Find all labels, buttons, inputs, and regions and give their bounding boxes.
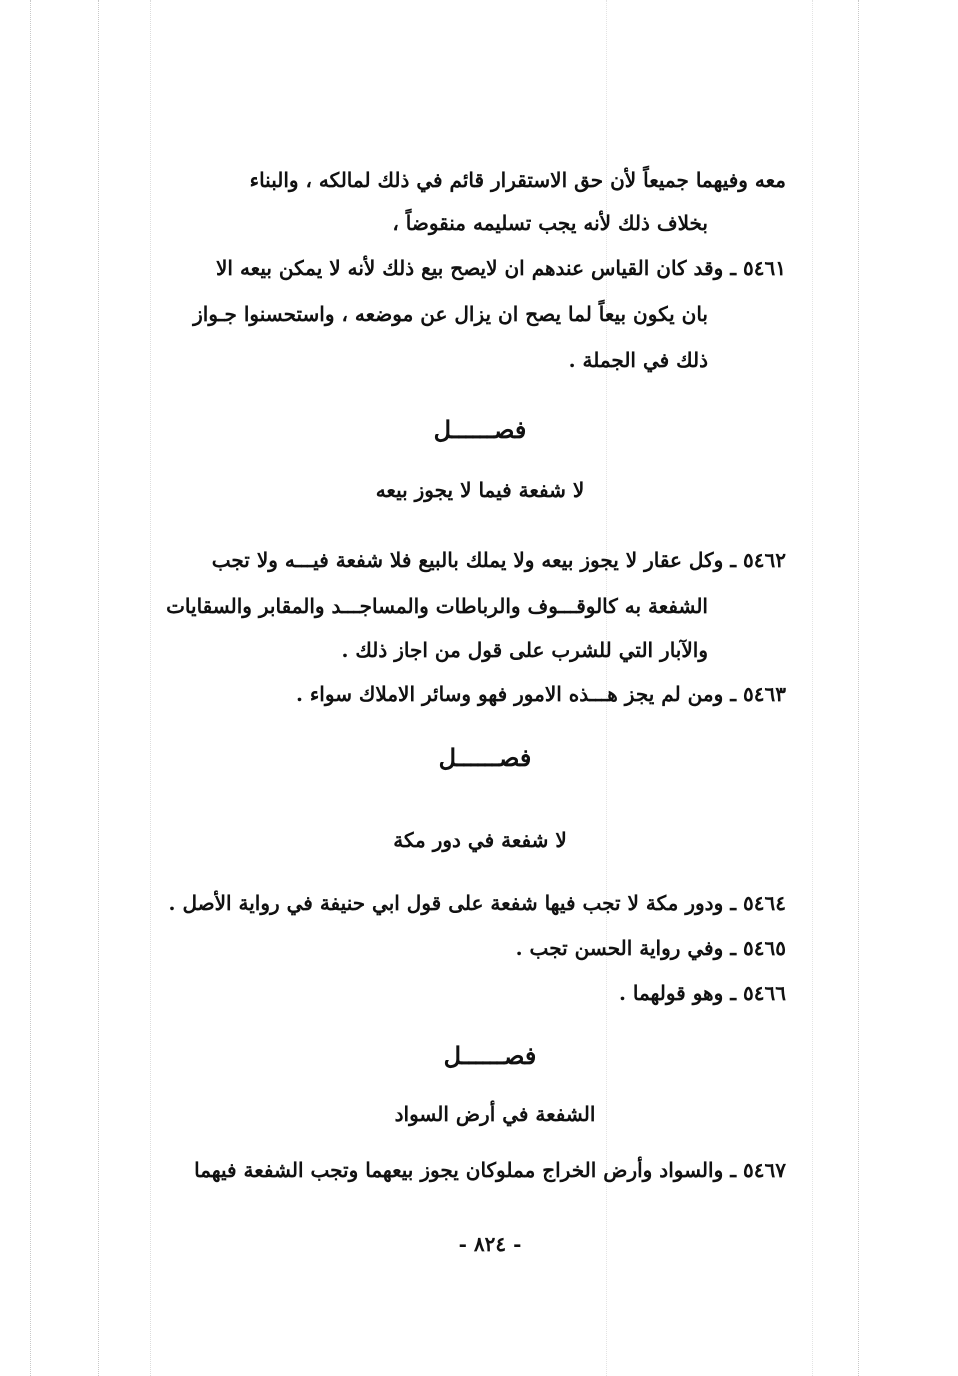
page-number: - ٨٢٤ - [458, 1232, 522, 1256]
paragraph-5461: ٥٤٦١ ـ وقد كان القياس عندهم ان لايصح بيع ذلك لأنه لا يمكن بيعه الا [216, 256, 786, 280]
paragraph-5464: ٥٤٦٤ ـ ودور مكة لا تجب فيها شفعة على قول ابي حنيفة في رواية الأصل . [168, 891, 786, 915]
body-line: ذلك في الجملة . [568, 348, 708, 372]
section-heading: فصــــــل [433, 415, 527, 444]
section-heading: فصــــــل [438, 743, 532, 772]
section-subheading: الشفعة في أرض السواد [394, 1102, 596, 1126]
paragraph-5467: ٥٤٦٧ ـ والسواد وأرض الخراج مملوكان يجوز بيعهما وتجب الشفعة فيهما [194, 1158, 786, 1182]
scan-margin-dots [30, 0, 32, 1376]
section-subheading: لا شفعة في دور مكة [393, 828, 567, 852]
scan-margin-dots [150, 0, 152, 1376]
paragraph-5465: ٥٤٦٥ ـ وفي رواية الحسن تجب . [515, 936, 786, 960]
body-line: بخلاف ذلك لأنه يجب تسليمه منقوضاً ، [392, 211, 708, 235]
body-line: والآبار التي للشرب على قول من اجاز ذلك . [341, 638, 708, 662]
paragraph-5463: ٥٤٦٣ ـ ومن لم يجز هـــذه الامور فهو وسائر الاملاك سواء . [295, 682, 786, 706]
section-heading: فصــــــل [443, 1041, 537, 1070]
paragraph-5462: ٥٤٦٢ ـ وكل عقار لا يجوز بيعه ولا يملك بالبيع فلا شفعة فيـــه ولا تجب [211, 548, 786, 572]
body-line: معه وفيهما جميعاً لأن حق الاستقرار قائم في ذلك لمالكه ، والبناء [249, 168, 786, 192]
body-line: الشفعة به كالوقـــوف والرباطات والمساجـــد والمقابر والسقايات [166, 594, 708, 618]
body-line: بان يكون بيعاً لما يصح ان يزال عن موضعه ، واستحسنوا جـواز [193, 302, 708, 326]
scan-margin-dots [812, 0, 814, 1376]
scan-margin-dots [858, 0, 860, 1376]
section-subheading: لا شفعة فيما لا يجوز بيعه [375, 478, 585, 502]
scan-margin-dots [98, 0, 100, 1376]
paragraph-5466: ٥٤٦٦ ـ وهو قولهما . [618, 981, 786, 1005]
